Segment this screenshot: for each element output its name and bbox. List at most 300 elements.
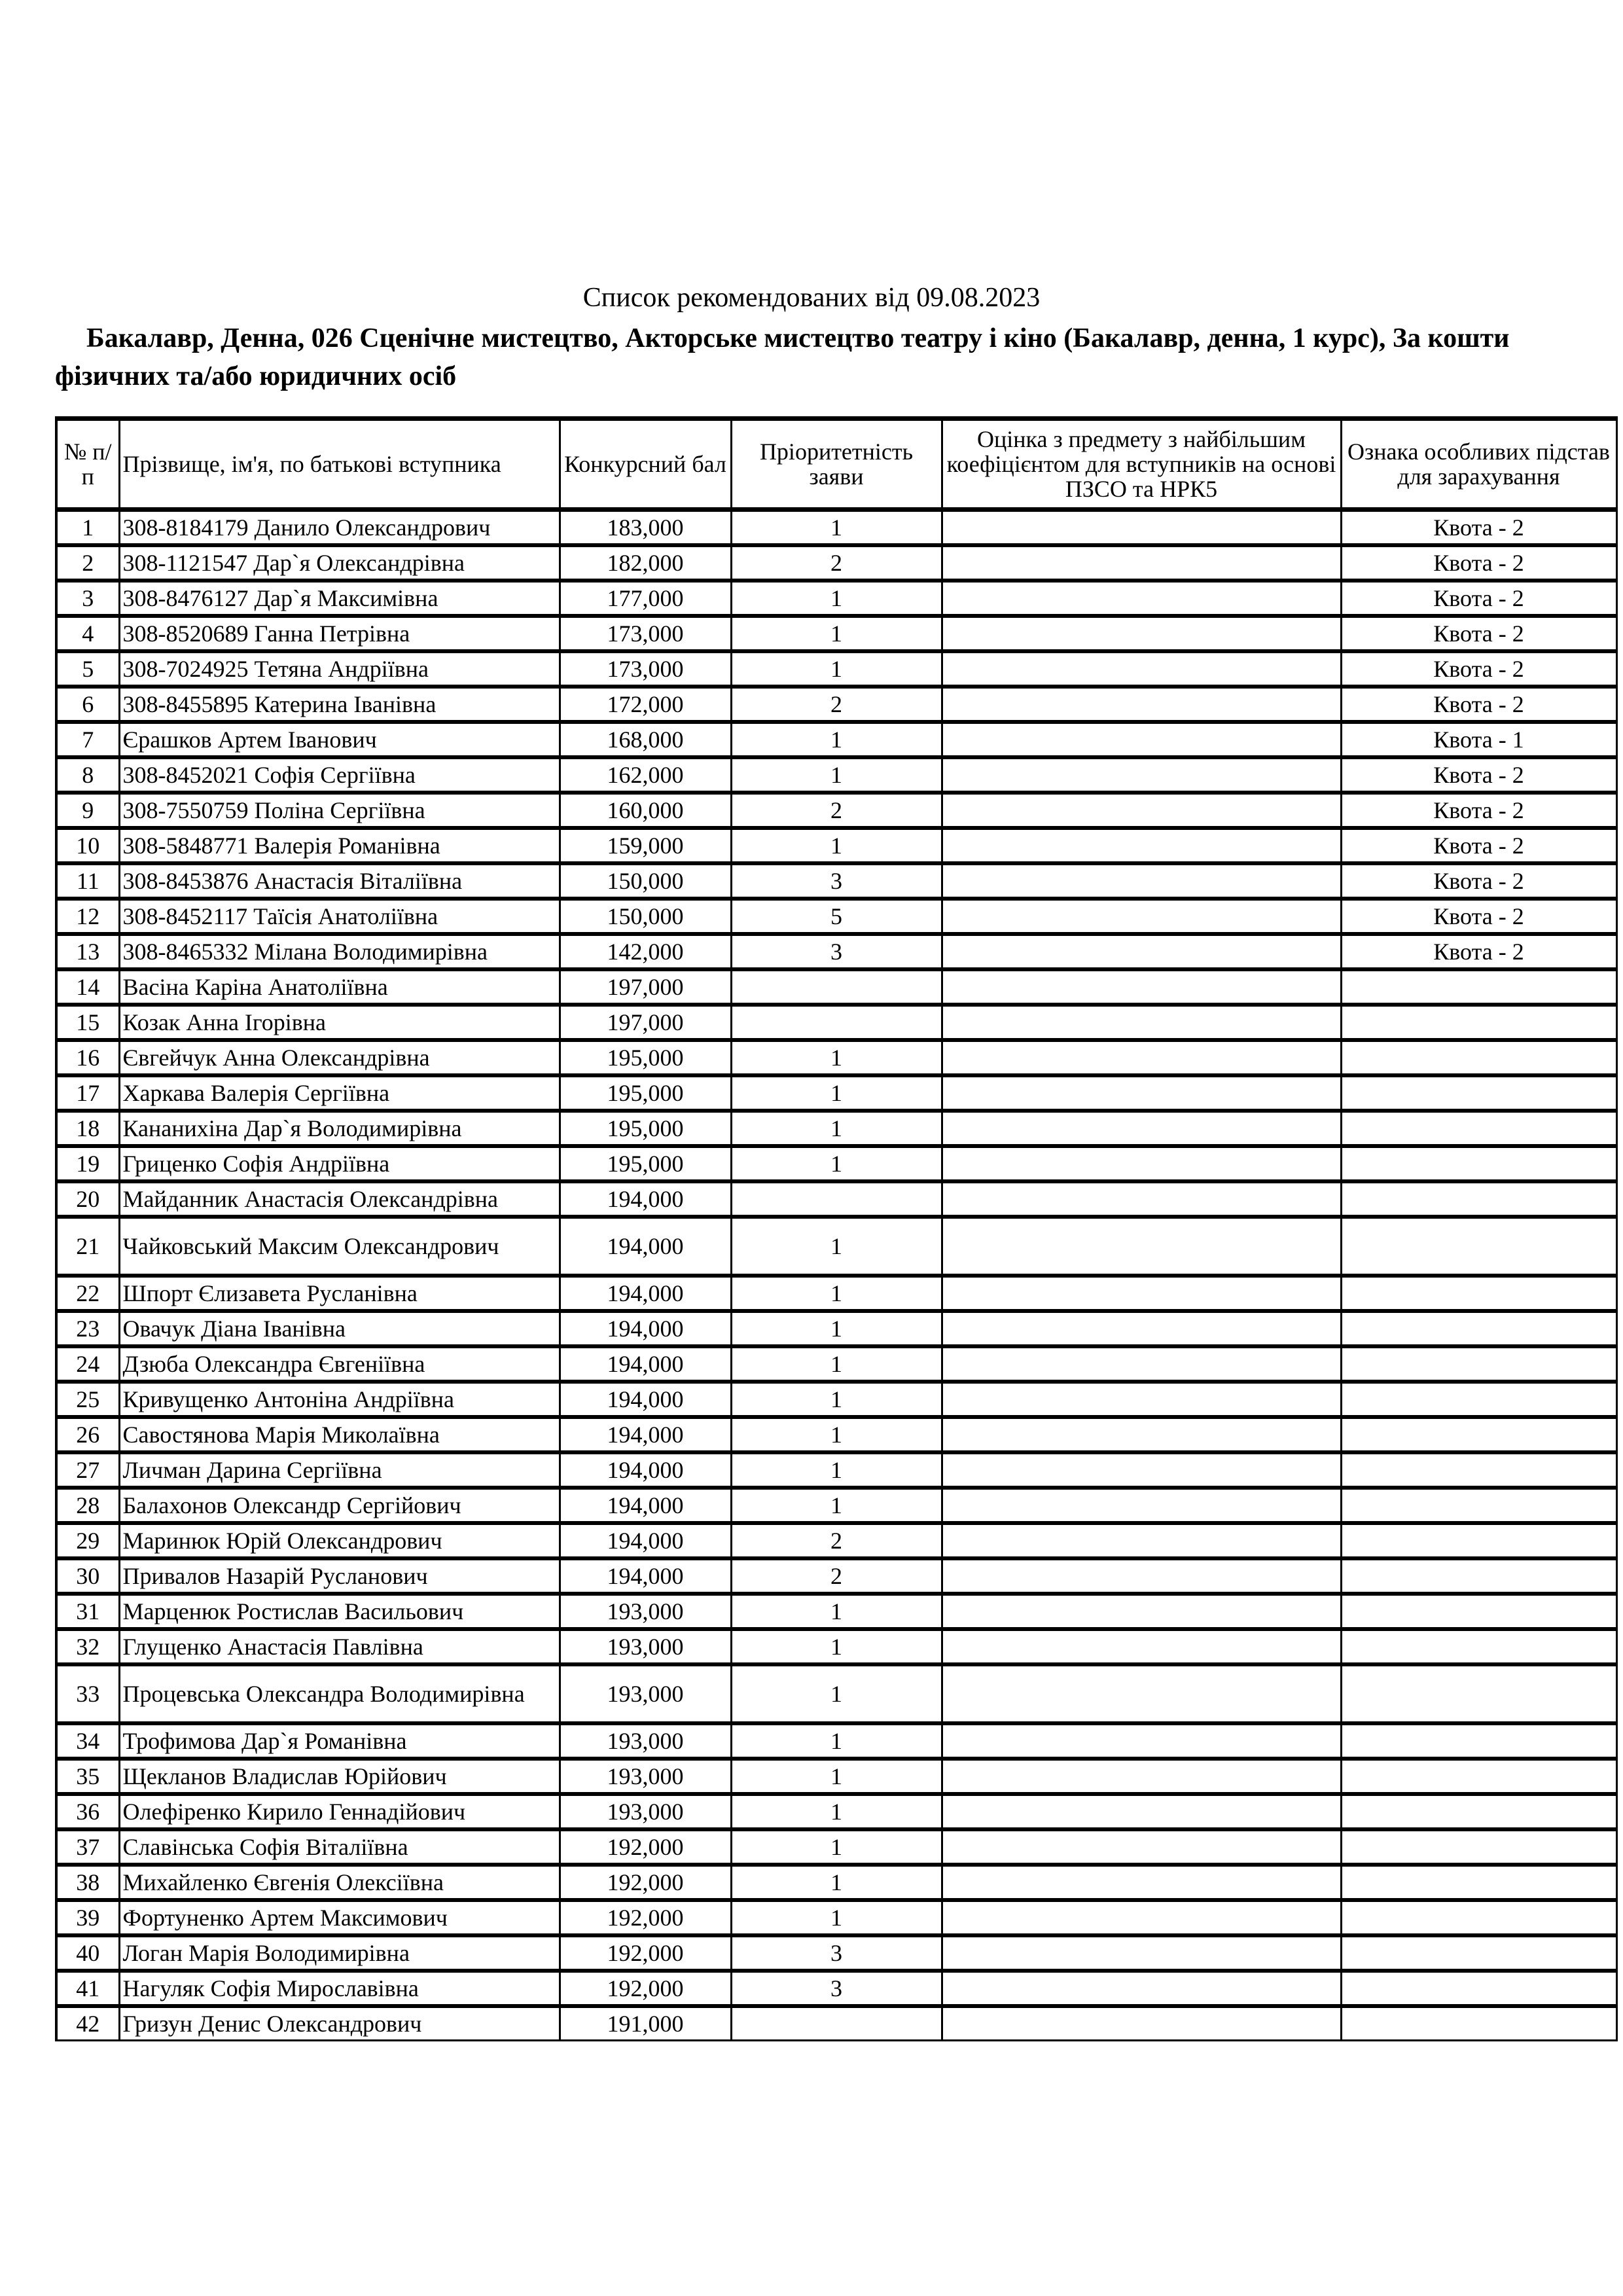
competition-score: 183,000 (560, 510, 731, 546)
special-grounds-mark (1341, 1558, 1616, 1594)
application-priority: 1 (731, 616, 942, 651)
subject-grade (942, 1417, 1341, 1452)
application-priority: 1 (731, 1075, 942, 1111)
table-row (56, 687, 1616, 722)
subject-grade (942, 1075, 1341, 1111)
competition-score: 194,000 (560, 1217, 731, 1276)
applicant-name: Гризун Денис Олександрович (119, 2006, 560, 2041)
row-number: 36 (56, 1794, 119, 1829)
subject-grade (942, 545, 1341, 581)
table-row (56, 581, 1616, 616)
application-priority: 1 (731, 1594, 942, 1629)
row-number: 31 (56, 1594, 119, 1629)
applicant-name: Щекланов Владислав Юрійович (119, 1759, 560, 1794)
competition-score: 197,000 (560, 969, 731, 1005)
row-number: 20 (56, 1181, 119, 1217)
competition-score: 159,000 (560, 828, 731, 863)
subject-grade (942, 1217, 1341, 1276)
header-mark: Ознака особливих підстав для зарахування (1341, 419, 1616, 510)
competition-score: 194,000 (560, 1523, 731, 1558)
competition-score: 194,000 (560, 1452, 731, 1488)
applicant-name: Харкава Валерія Сергіївна (119, 1075, 560, 1111)
special-grounds-mark: Квота - 2 (1341, 545, 1616, 581)
row-number: 33 (56, 1664, 119, 1723)
application-priority: 1 (731, 510, 942, 546)
special-grounds-mark (1341, 1629, 1616, 1664)
competition-score: 197,000 (560, 1005, 731, 1040)
table-row (56, 1558, 1616, 1594)
special-grounds-mark: Квота - 2 (1341, 616, 1616, 651)
row-number: 25 (56, 1382, 119, 1417)
row-number: 10 (56, 828, 119, 863)
applicant-name: Єрашков Артем Іванович (119, 722, 560, 757)
row-number: 22 (56, 1276, 119, 1311)
competition-score: 150,000 (560, 863, 731, 899)
document-subtitle: Бакалавр, Денна, 026 Сценічне мистецтво, Акторське мистецтво театру і кіно (Бакалавр, денна, 1 курс), За кошти фізичних та/або юридичних осіб (55, 323, 1510, 391)
application-priority: 2 (731, 1558, 942, 1594)
competition-score: 194,000 (560, 1558, 731, 1594)
competition-score: 193,000 (560, 1664, 731, 1723)
table-row (56, 1523, 1616, 1558)
row-number: 39 (56, 1900, 119, 1935)
table-row (56, 651, 1616, 687)
competition-score: 194,000 (560, 1311, 731, 1346)
applicant-name: Васіна Каріна Анатоліївна (119, 969, 560, 1005)
subject-grade (942, 1594, 1341, 1629)
table-row (56, 545, 1616, 581)
subject-grade (942, 1040, 1341, 1075)
applicant-name: Процевська Олександра Володимирівна (119, 1664, 560, 1723)
subject-grade (942, 1382, 1341, 1417)
competition-score: 142,000 (560, 934, 731, 969)
special-grounds-mark (1341, 1005, 1616, 1040)
table-row (56, 1005, 1616, 1040)
table-row (56, 1276, 1616, 1311)
special-grounds-mark (1341, 1417, 1616, 1452)
applicant-name: 308-8453876 Анастасія Віталіївна (119, 863, 560, 899)
table-row (56, 1723, 1616, 1759)
row-number: 32 (56, 1629, 119, 1664)
applicant-name: 308-8476127 Дар`я Максимівна (119, 581, 560, 616)
applicant-name: Логан Марія Володимирівна (119, 1935, 560, 1971)
competition-score: 192,000 (560, 1935, 731, 1971)
subject-grade (942, 1111, 1341, 1146)
row-number: 19 (56, 1146, 119, 1181)
special-grounds-mark (1341, 1217, 1616, 1276)
application-priority (731, 2006, 942, 2041)
table-row (56, 828, 1616, 863)
row-number: 34 (56, 1723, 119, 1759)
applicant-name: 308-8452021 Софія Сергіївна (119, 757, 560, 793)
applicant-name: Олефіренко Кирило Геннадійович (119, 1794, 560, 1829)
subject-grade (942, 793, 1341, 828)
applicant-name: Михайленко Євгенія Олексіївна (119, 1865, 560, 1900)
competition-score: 193,000 (560, 1629, 731, 1664)
row-number: 41 (56, 1971, 119, 2006)
applicant-name: Привалов Назарій Русланович (119, 1558, 560, 1594)
special-grounds-mark: Квота - 2 (1341, 863, 1616, 899)
table-row (56, 1346, 1616, 1382)
table-row (56, 1594, 1616, 1629)
subject-grade (942, 1759, 1341, 1794)
applicant-name: Маринюк Юрій Олександрович (119, 1523, 560, 1558)
row-number: 2 (56, 545, 119, 581)
application-priority: 2 (731, 793, 942, 828)
special-grounds-mark (1341, 1276, 1616, 1311)
table-row (56, 793, 1616, 828)
applicant-name: 308-8452117 Таїсія Анатоліївна (119, 899, 560, 934)
subject-grade (942, 828, 1341, 863)
competition-score: 195,000 (560, 1075, 731, 1111)
table-row (56, 1971, 1616, 2006)
application-priority: 1 (731, 828, 942, 863)
competition-score: 162,000 (560, 757, 731, 793)
row-number: 35 (56, 1759, 119, 1794)
application-priority: 5 (731, 899, 942, 934)
header-name: Прізвище, ім'я, по батькові вступника (119, 419, 560, 510)
application-priority (731, 1181, 942, 1217)
subject-grade (942, 1865, 1341, 1900)
application-priority (731, 1005, 942, 1040)
application-priority: 1 (731, 651, 942, 687)
table-row (56, 1417, 1616, 1452)
special-grounds-mark: Квота - 2 (1341, 510, 1616, 546)
row-number: 5 (56, 651, 119, 687)
application-priority: 1 (731, 1452, 942, 1488)
competition-score: 192,000 (560, 1865, 731, 1900)
subject-grade (942, 1723, 1341, 1759)
competition-score: 193,000 (560, 1723, 731, 1759)
subject-grade (942, 1276, 1341, 1311)
competition-score: 194,000 (560, 1488, 731, 1523)
competition-score: 182,000 (560, 545, 731, 581)
row-number: 6 (56, 687, 119, 722)
table-row (56, 1146, 1616, 1181)
application-priority: 3 (731, 934, 942, 969)
application-priority: 1 (731, 757, 942, 793)
subject-grade (942, 757, 1341, 793)
applicant-name: Марценюк Ростислав Васильович (119, 1594, 560, 1629)
application-priority: 1 (731, 1346, 942, 1382)
applicant-name: 308-1121547 Дар`я Олександрівна (119, 545, 560, 581)
subject-grade (942, 2006, 1341, 2041)
applicant-name: Савостянова Марія Миколаївна (119, 1417, 560, 1452)
subject-grade (942, 1005, 1341, 1040)
competition-score: 177,000 (560, 581, 731, 616)
subject-grade (942, 1664, 1341, 1723)
competition-score: 194,000 (560, 1382, 731, 1417)
special-grounds-mark (1341, 1759, 1616, 1794)
applicant-name: Овачук Діана Іванівна (119, 1311, 560, 1346)
applicant-name: Личман Дарина Сергіївна (119, 1452, 560, 1488)
row-number: 29 (56, 1523, 119, 1558)
special-grounds-mark: Квота - 2 (1341, 757, 1616, 793)
subject-grade (942, 581, 1341, 616)
application-priority (731, 969, 942, 1005)
competition-score: 192,000 (560, 1900, 731, 1935)
special-grounds-mark (1341, 969, 1616, 1005)
subject-grade (942, 510, 1341, 546)
row-number: 18 (56, 1111, 119, 1146)
competition-score: 194,000 (560, 1346, 731, 1382)
table-row (56, 1217, 1616, 1276)
row-number: 3 (56, 581, 119, 616)
applicant-name: Майданник Анастасія Олександрівна (119, 1181, 560, 1217)
subject-grade (942, 899, 1341, 934)
subject-grade (942, 1146, 1341, 1181)
applicant-name: Фортуненко Артем Максимович (119, 1900, 560, 1935)
row-number: 21 (56, 1217, 119, 1276)
subject-grade (942, 1900, 1341, 1935)
application-priority: 3 (731, 1971, 942, 2006)
special-grounds-mark (1341, 1382, 1616, 1417)
row-number: 16 (56, 1040, 119, 1075)
special-grounds-mark (1341, 1829, 1616, 1865)
application-priority: 1 (731, 1664, 942, 1723)
subject-grade (942, 969, 1341, 1005)
application-priority: 1 (731, 1217, 942, 1276)
recommended-list-table (55, 416, 1618, 2041)
application-priority: 1 (731, 1629, 942, 1664)
subject-grade (942, 1452, 1341, 1488)
applicant-name: 308-8465332 Мілана Володимирівна (119, 934, 560, 969)
competition-score: 194,000 (560, 1181, 731, 1217)
row-number: 38 (56, 1865, 119, 1900)
application-priority: 1 (731, 1276, 942, 1311)
competition-score: 192,000 (560, 1829, 731, 1865)
application-priority: 1 (731, 1146, 942, 1181)
header-num: № п/п (56, 419, 119, 510)
special-grounds-mark (1341, 1865, 1616, 1900)
subject-grade (942, 687, 1341, 722)
table-row (56, 1900, 1616, 1935)
row-number: 14 (56, 969, 119, 1005)
application-priority: 1 (731, 1865, 942, 1900)
applicant-name: 308-7550759 Поліна Сергіївна (119, 793, 560, 828)
row-number: 1 (56, 510, 119, 546)
subject-grade (942, 1558, 1341, 1594)
applicant-name: 308-7024925 Тетяна Андріївна (119, 651, 560, 687)
row-number: 42 (56, 2006, 119, 2041)
header-score: Конкурсний бал (560, 419, 731, 510)
table-row (56, 510, 1616, 546)
row-number: 15 (56, 1005, 119, 1040)
row-number: 17 (56, 1075, 119, 1111)
competition-score: 168,000 (560, 722, 731, 757)
table-row (56, 757, 1616, 793)
applicant-name: Чайковський Максим Олександрович (119, 1217, 560, 1276)
application-priority: 3 (731, 1935, 942, 1971)
row-number: 8 (56, 757, 119, 793)
special-grounds-mark: Квота - 2 (1341, 934, 1616, 969)
application-priority: 1 (731, 1794, 942, 1829)
row-number: 37 (56, 1829, 119, 1865)
applicant-name: Гриценко Софія Андріївна (119, 1146, 560, 1181)
row-number: 11 (56, 863, 119, 899)
row-number: 24 (56, 1346, 119, 1382)
table-row (56, 1181, 1616, 1217)
document-title: Список рекомендованих від 09.08.2023 (582, 283, 1041, 313)
applicant-name: Козак Анна Ігорівна (119, 1005, 560, 1040)
application-priority: 1 (731, 1759, 942, 1794)
applicant-name: Шпорт Єлизавета Русланівна (119, 1276, 560, 1311)
subject-grade (942, 616, 1341, 651)
row-number: 7 (56, 722, 119, 757)
special-grounds-mark (1341, 1111, 1616, 1146)
applicant-name: Кананихіна Дар`я Володимирівна (119, 1111, 560, 1146)
applicant-name: 308-8520689 Ганна Петрівна (119, 616, 560, 651)
table-row (56, 1452, 1616, 1488)
subject-grade (942, 1523, 1341, 1558)
special-grounds-mark (1341, 1971, 1616, 2006)
competition-score: 173,000 (560, 616, 731, 651)
special-grounds-mark: Квота - 2 (1341, 651, 1616, 687)
applicant-name: 308-8455895 Катерина Іванівна (119, 687, 560, 722)
applicant-name: Балахонов Олександр Сергійович (119, 1488, 560, 1523)
row-number: 28 (56, 1488, 119, 1523)
special-grounds-mark: Квота - 2 (1341, 899, 1616, 934)
subject-grade (942, 1971, 1341, 2006)
applicant-name: Трофимова Дар`я Романівна (119, 1723, 560, 1759)
special-grounds-mark (1341, 2006, 1616, 2041)
application-priority: 1 (731, 1829, 942, 1865)
special-grounds-mark: Квота - 1 (1341, 722, 1616, 757)
special-grounds-mark: Квота - 2 (1341, 793, 1616, 828)
special-grounds-mark (1341, 1452, 1616, 1488)
table-row (56, 1040, 1616, 1075)
competition-score: 195,000 (560, 1040, 731, 1075)
competition-score: 150,000 (560, 899, 731, 934)
table-row (56, 1111, 1616, 1146)
competition-score: 172,000 (560, 687, 731, 722)
table-row (56, 1794, 1616, 1829)
special-grounds-mark (1341, 1488, 1616, 1523)
row-number: 9 (56, 793, 119, 828)
special-grounds-mark (1341, 1075, 1616, 1111)
applicant-name: 308-5848771 Валерія Романівна (119, 828, 560, 863)
applicant-name: Нагуляк Софія Мирославівна (119, 1971, 560, 2006)
competition-score: 195,000 (560, 1111, 731, 1146)
subject-grade (942, 1346, 1341, 1382)
competition-score: 193,000 (560, 1759, 731, 1794)
row-number: 4 (56, 616, 119, 651)
competition-score: 194,000 (560, 1276, 731, 1311)
table-row (56, 1311, 1616, 1346)
application-priority: 1 (731, 1311, 942, 1346)
row-number: 26 (56, 1417, 119, 1452)
subject-grade (942, 1311, 1341, 1346)
competition-score: 193,000 (560, 1794, 731, 1829)
competition-score: 192,000 (560, 1971, 731, 2006)
competition-score: 195,000 (560, 1146, 731, 1181)
applicant-name: Кривущенко Антоніна Андріївна (119, 1382, 560, 1417)
special-grounds-mark (1341, 1311, 1616, 1346)
application-priority: 1 (731, 1900, 942, 1935)
applicant-name: Глущенко Анастасія Павлівна (119, 1629, 560, 1664)
application-priority: 2 (731, 1523, 942, 1558)
special-grounds-mark: Квота - 2 (1341, 581, 1616, 616)
header-grade: Оцінка з предмету з найбільшим коефіцієнтом для вступників на основі ПЗСО та НРК5 (942, 419, 1341, 510)
special-grounds-mark (1341, 1181, 1616, 1217)
row-number: 40 (56, 1935, 119, 1971)
application-priority: 1 (731, 581, 942, 616)
subject-grade (942, 934, 1341, 969)
application-priority: 1 (731, 1723, 942, 1759)
table-row (56, 1935, 1616, 1971)
subject-grade (942, 1829, 1341, 1865)
applicant-name: 308-8184179 Данило Олександрович (119, 510, 560, 546)
competition-score: 191,000 (560, 2006, 731, 2041)
special-grounds-mark (1341, 1935, 1616, 1971)
subject-grade (942, 1629, 1341, 1664)
special-grounds-mark (1341, 1900, 1616, 1935)
special-grounds-mark: Квота - 2 (1341, 687, 1616, 722)
competition-score: 194,000 (560, 1417, 731, 1452)
application-priority: 1 (731, 1417, 942, 1452)
special-grounds-mark (1341, 1794, 1616, 1829)
table-row (56, 1829, 1616, 1865)
subject-grade (942, 863, 1341, 899)
applicant-name: Славінська Софія Віталіївна (119, 1829, 560, 1865)
table-header-row (56, 419, 1616, 510)
special-grounds-mark (1341, 1040, 1616, 1075)
table-row (56, 722, 1616, 757)
table-row (56, 616, 1616, 651)
table-row (56, 1865, 1616, 1900)
table-row (56, 863, 1616, 899)
subject-grade (942, 722, 1341, 757)
subject-grade (942, 651, 1341, 687)
subject-grade (942, 1935, 1341, 1971)
row-number: 27 (56, 1452, 119, 1488)
table-row (56, 1629, 1616, 1664)
application-priority: 1 (731, 1488, 942, 1523)
special-grounds-mark (1341, 1664, 1616, 1723)
header-priority: Пріоритетність заяви (731, 419, 942, 510)
table-row (56, 1664, 1616, 1723)
application-priority: 3 (731, 863, 942, 899)
subject-grade (942, 1181, 1341, 1217)
application-priority: 2 (731, 545, 942, 581)
table-row (56, 1488, 1616, 1523)
table-row (56, 899, 1616, 934)
table-row (56, 1759, 1616, 1794)
application-priority: 1 (731, 722, 942, 757)
row-number: 13 (56, 934, 119, 969)
application-priority: 2 (731, 687, 942, 722)
subject-grade (942, 1794, 1341, 1829)
table-row (56, 1075, 1616, 1111)
special-grounds-mark (1341, 1523, 1616, 1558)
table-row (56, 934, 1616, 969)
table-body (56, 510, 1616, 2041)
application-priority: 1 (731, 1111, 942, 1146)
special-grounds-mark (1341, 1723, 1616, 1759)
competition-score: 193,000 (560, 1594, 731, 1629)
applicant-name: Дзюба Олександра Євгеніївна (119, 1346, 560, 1382)
table-row (56, 2006, 1616, 2041)
application-priority: 1 (731, 1040, 942, 1075)
row-number: 30 (56, 1558, 119, 1594)
subject-grade (942, 1488, 1341, 1523)
special-grounds-mark: Квота - 2 (1341, 828, 1616, 863)
application-priority: 1 (731, 1382, 942, 1417)
table-row (56, 1382, 1616, 1417)
special-grounds-mark (1341, 1146, 1616, 1181)
row-number: 12 (56, 899, 119, 934)
competition-score: 173,000 (560, 651, 731, 687)
competition-score: 160,000 (560, 793, 731, 828)
